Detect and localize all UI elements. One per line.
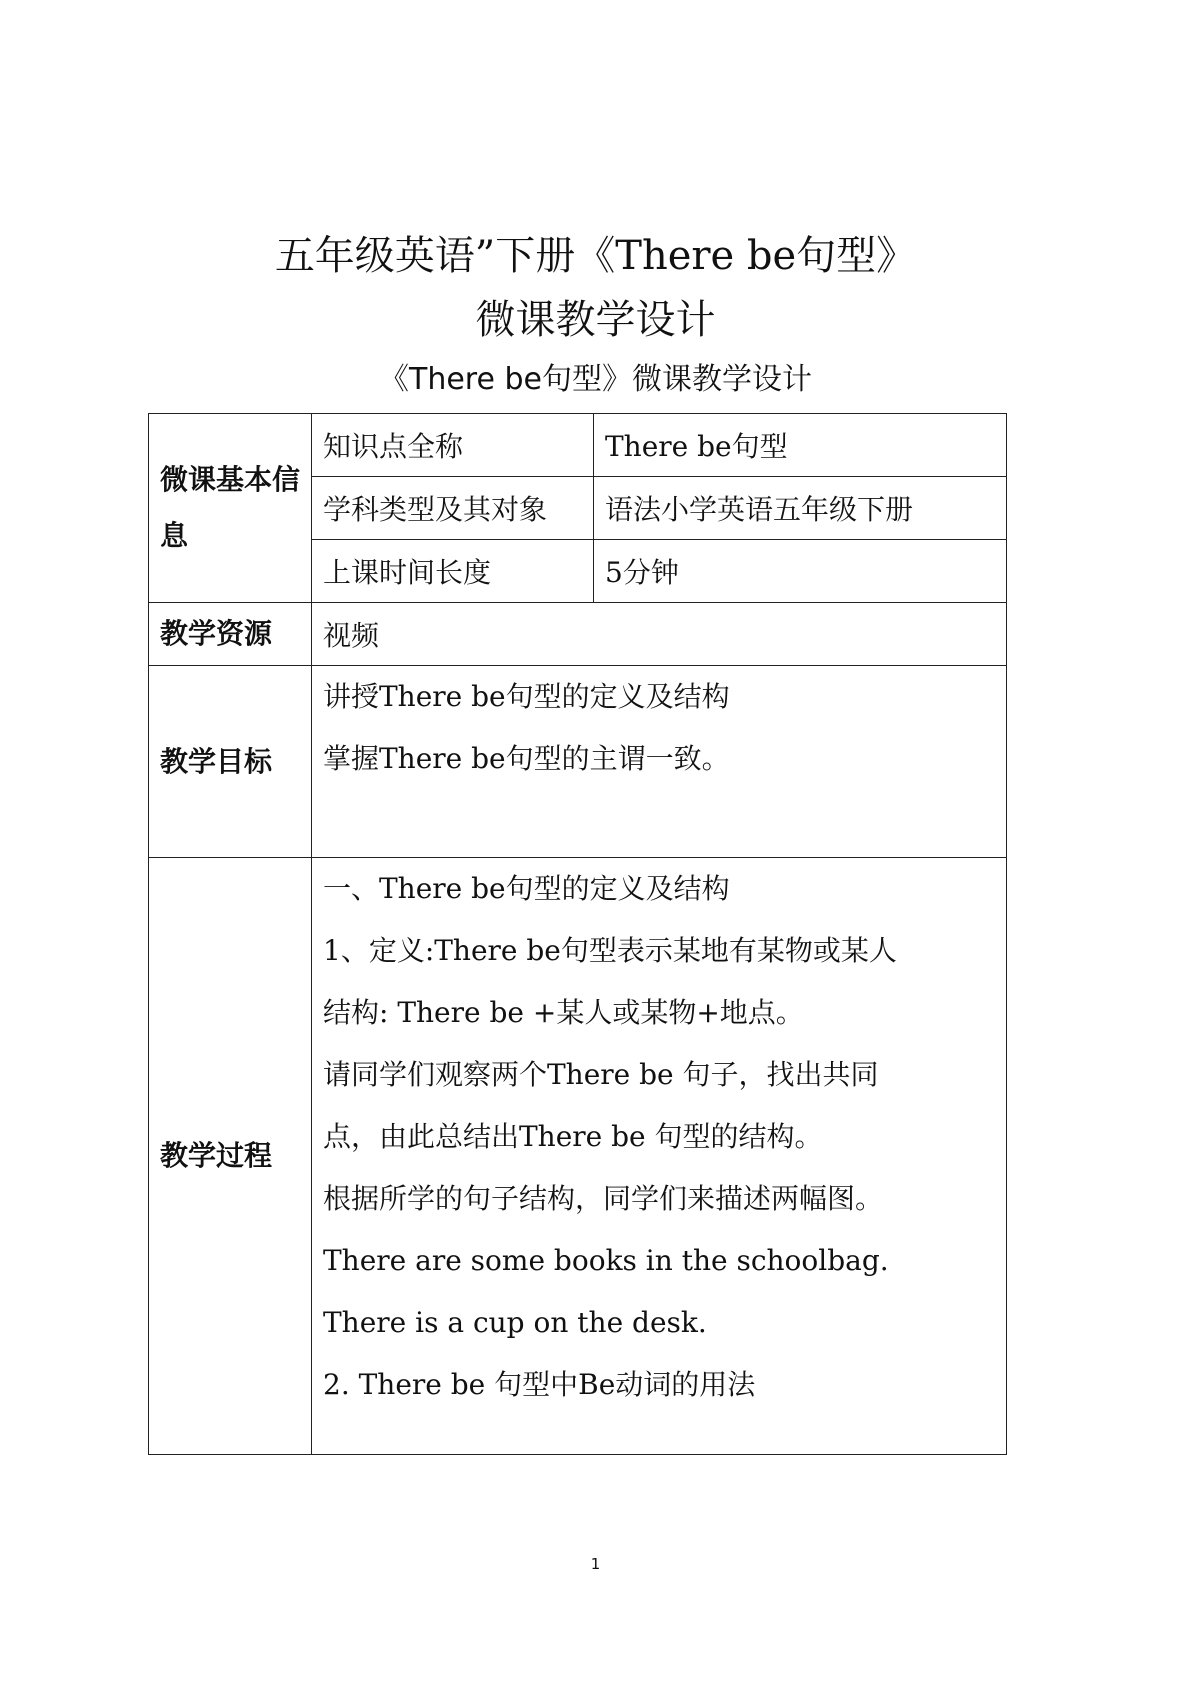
resources-value: 视频 [312, 603, 1007, 666]
document-title-line1: 五年级英语”下册《There be句型》 [274, 233, 917, 279]
knowledge-name-value: There be句型 [594, 414, 1007, 477]
process-header: 教学过程 [149, 858, 312, 1455]
goals-content [312, 666, 1007, 858]
duration-value: 5分钟 [594, 540, 1007, 603]
process-line: 根据所学的句子结构，同学们来描述两幅图。 [323, 1182, 884, 1215]
goal-line: 讲授There be句型的定义及结构 [323, 680, 730, 713]
goal-line: 掌握There be句型的主谓一致。 [323, 742, 730, 775]
process-line: There are some books in the schoolbag. [323, 1244, 889, 1277]
process-line: 一、There be句型的定义及结构 [323, 872, 730, 905]
table-row [149, 666, 1007, 858]
subject-label: 学科类型及其对象 [312, 477, 594, 540]
document-subtitle: 《There be句型》微课教学设计 [379, 362, 812, 397]
resources-header: 教学资源 [149, 603, 312, 666]
subject-value: 语法小学英语五年级下册 [594, 477, 1007, 540]
process-line: 结构: There be +某人或某物+地点。 [323, 996, 804, 1029]
process-line: 2. There be 句型中Be动词的用法 [323, 1368, 756, 1401]
lesson-design-table [148, 413, 1007, 1455]
process-line: 1、定义:There be句型表示某地有某物或某人 [323, 934, 897, 967]
table-row [149, 603, 1007, 666]
process-line: There is a cup on the desk. [323, 1306, 707, 1339]
page-number: 1 [590, 1555, 601, 1573]
table-row [149, 858, 1007, 1455]
process-line: 点，由此总结出There be 句型的结构。 [323, 1120, 823, 1153]
knowledge-name-label: 知识点全称 [312, 414, 594, 477]
process-line: 请同学们观察两个There be 句子，找出共同 [323, 1058, 879, 1091]
goals-header: 教学目标 [149, 666, 312, 858]
process-content [312, 858, 1007, 1455]
document-title-line2: 微课教学设计 [475, 297, 716, 343]
basic-info-header: 微课基本信息 [149, 414, 312, 603]
table-row [149, 414, 1007, 477]
duration-label: 上课时间长度 [312, 540, 594, 603]
